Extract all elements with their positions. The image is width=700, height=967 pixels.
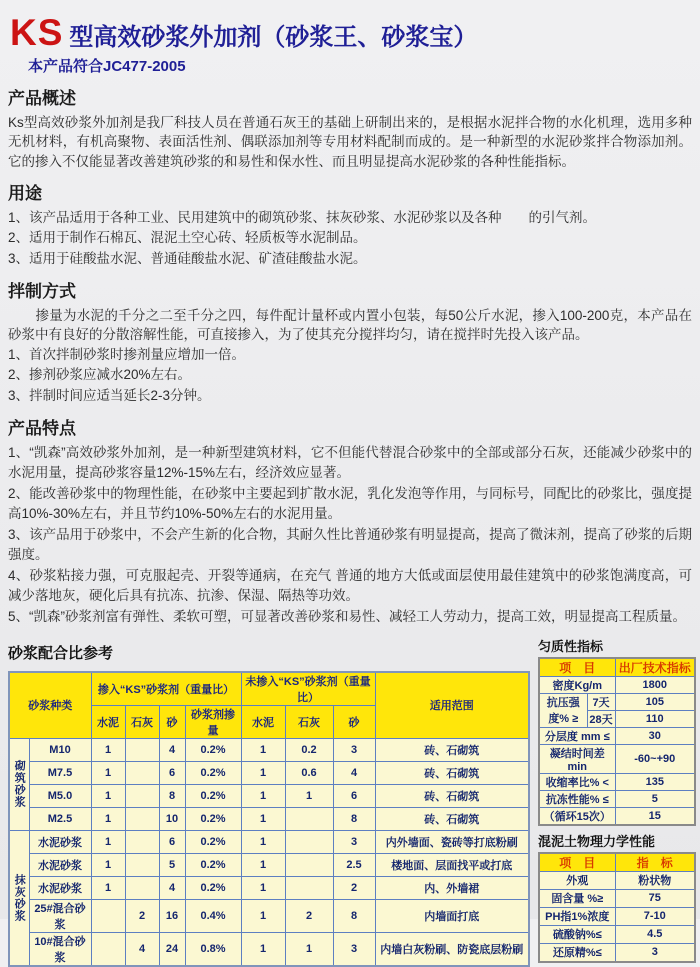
table-row [539, 889, 695, 907]
application-cell: 砖、石砌筑 [375, 738, 529, 761]
spec-sublabel: 7天 [587, 693, 615, 710]
physical-table-title: 混泥土物理力学性能 [538, 833, 656, 849]
mix-cell [125, 738, 159, 761]
mix-cell: 1 [241, 738, 285, 761]
mix-cell: 3 [333, 932, 375, 966]
mixing-item: 3、拌制时间应适当延长2-3分钟。 [8, 387, 211, 403]
mix-cell: 1 [91, 876, 125, 899]
mix-cell: 1 [241, 876, 285, 899]
spec-value: 105 [615, 693, 695, 710]
application-cell: 内、外墙裙 [375, 876, 529, 899]
subheader-lime: 石灰 [285, 705, 333, 738]
mix-cell [91, 899, 125, 932]
spec-label: 抗冻性能% ≤ [539, 790, 615, 807]
spec-label: 密度Kg/m [539, 676, 615, 693]
mix-cell: 0.4% [185, 899, 241, 932]
mix-cell: 8 [159, 784, 185, 807]
mortar-type-cell: 水泥砂浆 [29, 876, 91, 899]
mix-cell: 2.5 [333, 853, 375, 876]
table-row [9, 830, 529, 853]
group-label-masonry: 砌筑砂浆 [9, 738, 29, 830]
quality-table-title: 匀质性指标 [538, 638, 604, 654]
mix-cell: 4 [125, 932, 159, 966]
spec-value: 110 [615, 710, 695, 727]
spec-value: 4.5 [615, 925, 695, 943]
table-row [539, 943, 695, 962]
feature-item: 5、“凯森”砂浆剂富有弹性、柔软可塑，可显著改善砂浆和易性、减轻工人劳动力，提高工效，明显提高工程质量。 [8, 608, 686, 624]
mix-ratio-column [8, 636, 528, 967]
spec-label: 凝结时间差 min [539, 744, 615, 773]
mix-cell [285, 876, 333, 899]
application-cell: 内墙面打底 [375, 899, 529, 932]
table-row [539, 744, 695, 773]
mortar-type-cell: M10 [29, 738, 91, 761]
table-row [9, 761, 529, 784]
mixing-paragraph: 掺量为水泥的千分之二至千分之四，每件配计量杯或内置小包装，每50公斤水泥，掺入100-200克，本产品在砂浆中有良好的分散溶解性能，可直接掺入，为了使其充分搅拌均匀，请在搅拌时先投入该产品。 [8, 307, 692, 343]
mix-cell: 0.2% [185, 761, 241, 784]
table-row [539, 676, 695, 693]
spec-tables-column [538, 636, 694, 963]
quality-table [538, 657, 696, 826]
spec-label: 收缩率比% < [539, 773, 615, 790]
subheader-dosage: 砂浆剂掺量 [185, 705, 241, 738]
table-row [9, 784, 529, 807]
table-row [539, 925, 695, 943]
application-cell: 内外墙面、瓷砖等打底粉刷 [375, 830, 529, 853]
application-cell: 砖、石砌筑 [375, 761, 529, 784]
spec-label: 分层度 mm ≤ [539, 727, 615, 744]
mix-cell: 0.6 [285, 761, 333, 784]
mix-cell: 8 [333, 807, 375, 830]
title-text: 型高效砂浆外加剂（砂浆王、砂浆宝） [69, 24, 478, 51]
feature-item: 2、能改善砂浆中的物理性能，在砂浆中主要起到扩散水泥，乳化发泡等作用，与同标号，同配比的砂浆比，强度提高10%-30%左右，并且节约10%-50%左右的水泥用量。 [8, 485, 692, 522]
application-cell: 砖、石砌筑 [375, 784, 529, 807]
mix-cell: 1 [91, 853, 125, 876]
table-row [539, 693, 695, 710]
feature-item: 1、“凯森”高效砂浆外加剂，是一种新型建筑材料，它不但能代替混合砂浆中的全部或部分石灰，还能减少砂浆中的水泥用量，提高砂浆容量12%-15%左右，经济效应显著。 [8, 444, 692, 481]
mix-cell: 1 [91, 807, 125, 830]
section-heading-usage: 用途 [8, 184, 42, 204]
usage-item: 1、该产品适用于各种工业、民用建筑中的砌筑砂浆、抹灰砂浆、水泥砂浆以及各种 的引气剂。 [8, 209, 597, 225]
mix-cell: 1 [241, 899, 285, 932]
mix-cell: 0.2% [185, 738, 241, 761]
mortar-type-cell: 水泥砂浆 [29, 853, 91, 876]
mix-cell: 6 [159, 830, 185, 853]
mix-cell [125, 853, 159, 876]
spec-value: 1800 [615, 676, 695, 693]
mix-cell [91, 932, 125, 966]
mortar-type-cell: M5.0 [29, 784, 91, 807]
spec-label: （循环15次） [539, 807, 615, 825]
mix-cell: 0.2 [285, 738, 333, 761]
group-label-plaster: 抹灰砂浆 [9, 830, 29, 966]
spec-value: 5 [615, 790, 695, 807]
section-heading-overview: 产品概述 [8, 89, 76, 109]
mix-cell: 0.2% [185, 784, 241, 807]
spec-value: 75 [615, 889, 695, 907]
application-cell: 内墙白灰粉刷、防瓷底层粉刷 [375, 932, 529, 966]
mix-cell: 2 [285, 899, 333, 932]
mixing-item: 1、首次拌制砂浆时掺剂量应增加一倍。 [8, 346, 246, 362]
subheader-sand: 砂 [333, 705, 375, 738]
mortar-type-cell: 25#混合砂浆 [29, 899, 91, 932]
mix-cell: 10 [159, 807, 185, 830]
mix-cell [125, 761, 159, 784]
table-row [9, 853, 529, 876]
table-row [9, 876, 529, 899]
section-heading-features: 产品特点 [8, 419, 76, 439]
section-heading-mixing: 拌制方式 [8, 282, 76, 302]
table-row [539, 871, 695, 889]
mix-cell [285, 830, 333, 853]
header-item: 项 目 [539, 853, 615, 872]
subheader-lime: 石灰 [125, 705, 159, 738]
overview-paragraph: Ks型高效砂浆外加剂是我厂科技人员在普通石灰王的基础上研制出来的，是根据水泥拌合物的水化机理，选用多种无机材料，有机高聚物、表面活性剂、偶联添加剂等专用材料配制而成的。是一种新型的水泥砂浆拌合物添加剂。它的掺入不仅能显著改善建筑砂浆的和易性和保水性、而且明显提高水泥砂浆的各种性能指标。 [8, 114, 692, 169]
mix-cell: 0.2% [185, 876, 241, 899]
mortar-type-cell: M7.5 [29, 761, 91, 784]
spec-value: 135 [615, 773, 695, 790]
spec-label: 硫酸钠%≤ [539, 925, 615, 943]
spec-value: 7-10 [615, 907, 695, 925]
mix-cell: 1 [241, 807, 285, 830]
mix-cell [285, 807, 333, 830]
mortar-type-cell: M2.5 [29, 807, 91, 830]
mix-cell [285, 853, 333, 876]
header-item: 项 目 [539, 658, 615, 677]
spec-value: 30 [615, 727, 695, 744]
mix-cell: 1 [285, 932, 333, 966]
usage-item: 3、适用于硅酸盐水泥、普通硅酸盐水泥、矿渣硅酸盐水泥。 [8, 250, 367, 266]
mix-cell: 2 [333, 876, 375, 899]
feature-item: 4、砂浆粘接力强，可克服起壳、开裂等通病，在充气 普通的地方大低或面层使用最佳建筑中的砂浆饱满度高，可减少落地灰，硬化后具有抗冻、抗渗、保湿、隔热等功效。 [8, 567, 692, 604]
spec-sublabel: 28天 [587, 710, 615, 727]
table-row [539, 727, 695, 744]
spec-value: -60~+90 [615, 744, 695, 773]
table-row [9, 738, 529, 761]
mix-cell: 24 [159, 932, 185, 966]
table-row [9, 807, 529, 830]
subheader-sand: 砂 [159, 705, 185, 738]
header-application: 适用范围 [375, 672, 529, 739]
spec-label: 抗压强度% ≥ [539, 693, 587, 727]
mix-cell: 1 [91, 830, 125, 853]
mix-cell: 1 [91, 784, 125, 807]
application-cell: 楼地面、层面找平或打底 [375, 853, 529, 876]
application-cell: 砖、石砌筑 [375, 807, 529, 830]
mix-ratio-table [8, 671, 530, 967]
table-row [9, 932, 529, 966]
mix-cell: 0.2% [185, 807, 241, 830]
mortar-type-cell: 10#混合砂浆 [29, 932, 91, 966]
subheader-cement: 水泥 [91, 705, 125, 738]
mix-cell [125, 876, 159, 899]
mix-cell: 6 [333, 784, 375, 807]
mix-cell: 1 [91, 761, 125, 784]
mix-cell: 4 [159, 876, 185, 899]
header-without-ks: 未掺入“KS”砂浆剂（重量比） [241, 672, 375, 706]
mixing-item: 2、掺剂砂浆应减水20%左右。 [8, 367, 192, 383]
table-row [539, 807, 695, 825]
mix-cell: 1 [241, 853, 285, 876]
mix-cell: 5 [159, 853, 185, 876]
mix-table-title: 砂浆配合比参考 [8, 644, 114, 662]
mix-cell: 4 [333, 761, 375, 784]
header-spec: 出厂技术指标 [615, 658, 695, 677]
mix-cell: 0.8% [185, 932, 241, 966]
usage-item: 2、适用于制作石棉瓦、混泥土空心砖、轻质板等水泥制品。 [8, 230, 367, 246]
table-row [9, 899, 529, 932]
mix-cell: 2 [125, 899, 159, 932]
page-title [10, 14, 692, 51]
table-row [539, 773, 695, 790]
mix-cell: 8 [333, 899, 375, 932]
mix-cell: 3 [333, 830, 375, 853]
spec-value: 粉状物 [615, 871, 695, 889]
mix-cell: 4 [159, 738, 185, 761]
physical-table [538, 852, 696, 963]
header-with-ks: 掺入“KS”砂浆剂（重量比） [91, 672, 241, 706]
feature-item: 3、该产品用于砂浆中，不会产生新的化合物，其耐久性比普通砂浆有明显提高，提高了微沫剂，提高了砂浆的后期强度。 [8, 526, 692, 563]
mix-cell: 6 [159, 761, 185, 784]
header-mortar-kind: 砂浆种类 [9, 672, 91, 739]
mix-cell: 1 [241, 932, 285, 966]
standard-compliance-note: 本产品符合JC477-2005 [28, 58, 186, 76]
spec-label: PH指1%浓度 [539, 907, 615, 925]
mix-cell: 1 [91, 738, 125, 761]
table-row [539, 790, 695, 807]
mix-cell: 1 [241, 830, 285, 853]
tables-region [8, 636, 692, 967]
mix-cell [125, 807, 159, 830]
mix-cell: 0.2% [185, 853, 241, 876]
spec-label: 固含量 %≥ [539, 889, 615, 907]
mix-cell: 1 [241, 761, 285, 784]
spec-value: 15 [615, 807, 695, 825]
header-index: 指 标 [615, 853, 695, 872]
spec-value: 3 [615, 943, 695, 962]
spec-label: 外观 [539, 871, 615, 889]
mix-cell: 0.2% [185, 830, 241, 853]
mix-cell: 1 [241, 784, 285, 807]
spec-label: 还原精%≤ [539, 943, 615, 962]
mix-cell: 1 [285, 784, 333, 807]
mix-cell: 3 [333, 738, 375, 761]
mix-cell: 16 [159, 899, 185, 932]
mix-cell [125, 784, 159, 807]
mix-cell [125, 830, 159, 853]
title-brand: KS [10, 12, 64, 53]
subheader-cement: 水泥 [241, 705, 285, 738]
mortar-type-cell: 水泥砂浆 [29, 830, 91, 853]
table-row [539, 907, 695, 925]
